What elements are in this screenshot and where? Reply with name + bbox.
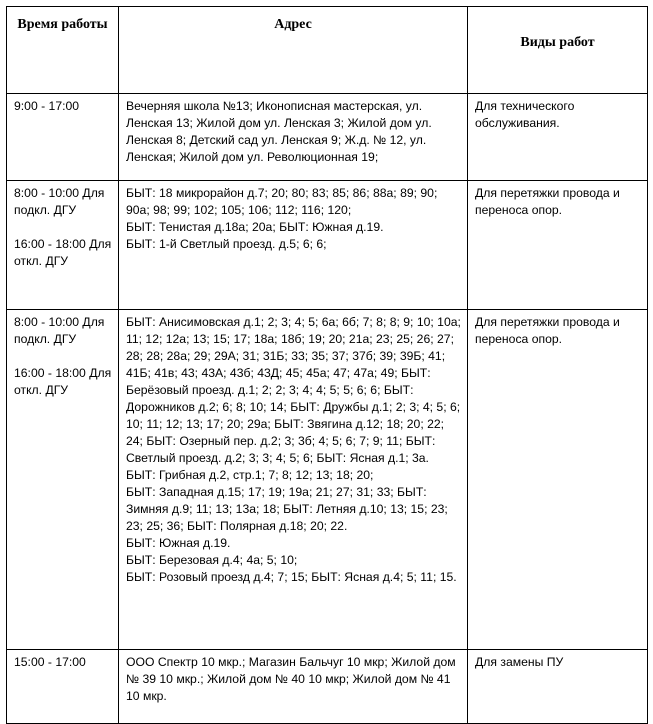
address-cell: Вечерняя школа №13; Иконописная мастерская, ул. Ленская 13; Жилой дом ул. Ленская 3; Жилой дом ул. Ленская 8; Детский сад ул. Ленская 9; Ж.д. № 12, ул. Ленская; Жилой дом ул. Революционная 19; [119, 94, 468, 181]
header-address: Адрес [119, 7, 468, 94]
header-time: Время работы [7, 7, 119, 94]
address-cell: БЫТ: 18 микрорайон д.7; 20; 80; 83; 85; 86; 88а; 89; 90; 90а; 98; 99; 102; 105; 106; 112; 116; 120; БЫТ: Тенистая д.18а; 20а; БЫТ: Южная д.19. БЫТ: 1-й Светлый проезд. д.5; 6; 6; [119, 181, 468, 310]
time-slot: 8:00 - 10:00 Для подкл. ДГУ [14, 186, 105, 217]
time-cell [7, 181, 119, 310]
table-row [7, 94, 648, 181]
work-type-cell: Для технического обслуживания. [468, 94, 648, 181]
time-slot: 15:00 - 17:00 [14, 655, 86, 669]
work-type-cell: Для замены ПУ [468, 650, 648, 724]
address-cell: ООО Спектр 10 мкр.; Магазин Бальчуг 10 мкр; Жилой дом № 39 10 мкр.; Жилой дом № 40 10 мкр; Жилой дом № 41 10 мкр. [119, 650, 468, 724]
header-work-type: Виды работ [468, 7, 648, 94]
time-cell [7, 310, 119, 650]
time-cell [7, 94, 119, 181]
table-row [7, 650, 648, 724]
work-type-cell: Для перетяжки провода и переноса опор. [468, 310, 648, 650]
table-row [7, 181, 648, 310]
header-row [7, 7, 648, 94]
outage-schedule-table [6, 6, 648, 724]
address-cell: БЫТ: Анисимовская д.1; 2; 3; 4; 5; 6а; 6б; 7; 8; 8; 9; 10; 10а; 11; 12; 12а; 13; 15; 17; 18а; 18б; 19; 20; 21а; 23; 25; 26; 27; 28; 28; 28а; 29; 29А; 31; 31Б; 33; 35; 37; 37б; 39; 39Б; 41; 41Б; 41в; 43; 43А; 43б; 43Д; 45; 45а; 47; 47а; 49; БЫТ: Берёзовый проезд. д.1; 2; 2; 3; 4; 4; 5; 5; 6; 6; БЫТ: Дорожников д.2; 6; 8; 10; 14; БЫТ: Дружбы д.1; 2; 3; 4; 5; 6; 10; 11; 12; 13; 17; 20; 29а; БЫТ: Звягина д.12; 18; 20; 22; 24; БЫТ: Озерный пер. д.2; 3; 3б; 4; 5; 6; 7; 9; 11; БЫТ: Светлый проезд. д.2; 3; 3; 4; 5; 6; БЫТ: Ясная д.1; 3а. БЫТ: Грибная д.2, стр.1; 7; 8; 12; 13; 18; 20; БЫТ: Западная д.15; 17; 19; 19а; 21; 27; 31; 33; БЫТ: Зимняя д.9; 11; 13; 13а; 18; БЫТ: Летняя д.10; 13; 15; 23; 23; 25; 36; БЫТ: Полярная д.18; 20; 22. БЫТ: Южная д.19. БЫТ: Березовая д.4; 4а; 5; 10; БЫТ: Розовый проезд д.4; 7; 15; БЫТ: Ясная д.4; 5; 11; 15. [119, 310, 468, 650]
table-row [7, 310, 648, 650]
time-slot: 9:00 - 17:00 [14, 99, 80, 113]
time-slot: 8:00 - 10:00 Для подкл. ДГУ [14, 315, 105, 346]
time-slot: 16:00 - 18:00 Для откл. ДГУ [14, 237, 112, 268]
time-cell [7, 650, 119, 724]
time-slot: 16:00 - 18:00 Для откл. ДГУ [14, 366, 112, 397]
work-type-cell: Для перетяжки провода и переноса опор. [468, 181, 648, 310]
